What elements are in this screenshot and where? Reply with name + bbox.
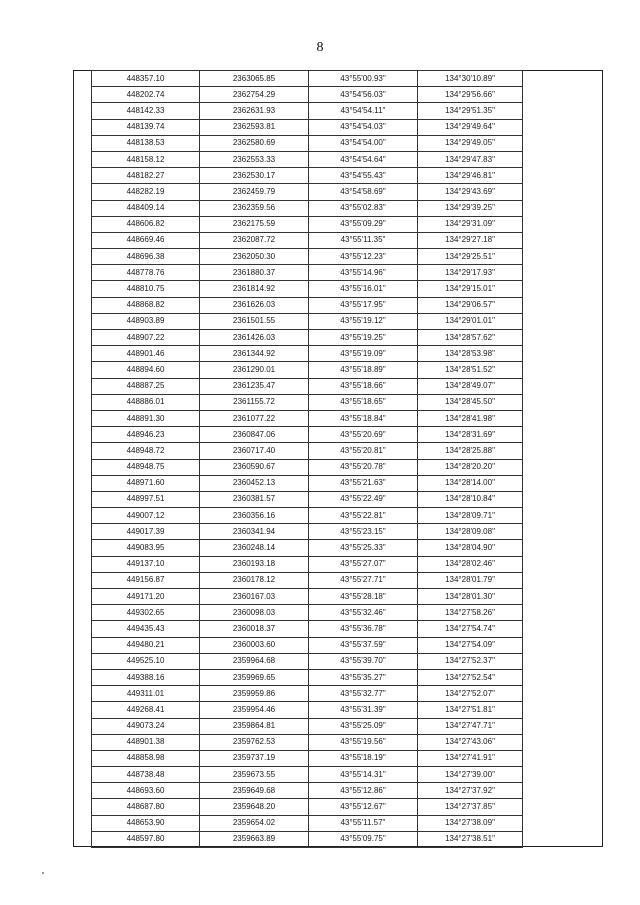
latitude-cell: 43°54'56.03" <box>309 87 418 103</box>
x-coordinate-cell: 448606.82 <box>92 216 200 232</box>
longitude-cell: 134°27'43.06" <box>418 734 523 750</box>
x-coordinate-cell: 448997.51 <box>92 491 200 507</box>
longitude-cell: 134°27'39.00" <box>418 767 523 783</box>
y-coordinate-cell: 2361235.47 <box>200 378 309 394</box>
longitude-cell: 134°29'25.51" <box>418 249 523 265</box>
longitude-cell: 134°28'01.79" <box>418 572 523 588</box>
x-coordinate-cell: 448948.75 <box>92 459 200 475</box>
x-coordinate-cell: 449268.41 <box>92 702 200 718</box>
table-row <box>92 750 523 766</box>
x-coordinate-cell: 448182.27 <box>92 168 200 184</box>
x-coordinate-cell: 449083.95 <box>92 540 200 556</box>
y-coordinate-cell: 2362175.59 <box>200 216 309 232</box>
latitude-cell: 43°55'35.27" <box>309 669 418 685</box>
y-coordinate-cell: 2360167.03 <box>200 589 309 605</box>
table-row <box>92 815 523 831</box>
table-row <box>92 249 523 265</box>
y-coordinate-cell: 2359969.65 <box>200 669 309 685</box>
latitude-cell: 43°55'09.29" <box>309 216 418 232</box>
y-coordinate-cell: 2359959.86 <box>200 686 309 702</box>
table-row <box>92 669 523 685</box>
longitude-cell: 134°29'49.05" <box>418 135 523 151</box>
y-coordinate-cell: 2362593.81 <box>200 119 309 135</box>
y-coordinate-cell: 2359762.53 <box>200 734 309 750</box>
table-row <box>92 281 523 297</box>
latitude-cell: 43°55'12.67" <box>309 799 418 815</box>
table-row <box>92 799 523 815</box>
y-coordinate-cell: 2360717.40 <box>200 443 309 459</box>
table-row <box>92 783 523 799</box>
y-coordinate-cell: 2361077.22 <box>200 410 309 426</box>
longitude-cell: 134°27'52.07" <box>418 686 523 702</box>
longitude-cell: 134°29'15.01" <box>418 281 523 297</box>
latitude-cell: 43°55'39.70" <box>309 653 418 669</box>
latitude-cell: 43°55'32.46" <box>309 605 418 621</box>
scan-artifact <box>42 872 44 874</box>
x-coordinate-cell: 448738.48 <box>92 767 200 783</box>
longitude-cell: 134°28'09.08" <box>418 524 523 540</box>
x-coordinate-cell: 449435.43 <box>92 621 200 637</box>
table-row <box>92 87 523 103</box>
table-row <box>92 119 523 135</box>
table-row <box>92 605 523 621</box>
latitude-cell: 43°55'11.35" <box>309 232 418 248</box>
longitude-cell: 134°28'31.69" <box>418 427 523 443</box>
latitude-cell: 43°55'18.65" <box>309 394 418 410</box>
y-coordinate-cell: 2361344.92 <box>200 346 309 362</box>
y-coordinate-cell: 2361426.03 <box>200 330 309 346</box>
table-row <box>92 184 523 200</box>
y-coordinate-cell: 2362553.33 <box>200 151 309 167</box>
y-coordinate-cell: 2361880.37 <box>200 265 309 281</box>
latitude-cell: 43°55'00.93" <box>309 71 418 87</box>
latitude-cell: 43°55'22.81" <box>309 508 418 524</box>
longitude-cell: 134°29'47.83" <box>418 151 523 167</box>
latitude-cell: 43°55'21.63" <box>309 475 418 491</box>
longitude-cell: 134°27'38.51" <box>418 831 523 847</box>
table-row <box>92 718 523 734</box>
y-coordinate-cell: 2362359.56 <box>200 200 309 216</box>
table-row <box>92 831 523 847</box>
table-row <box>92 459 523 475</box>
table-row <box>92 427 523 443</box>
table-row <box>92 572 523 588</box>
x-coordinate-cell: 448693.60 <box>92 783 200 799</box>
x-coordinate-cell: 448894.60 <box>92 362 200 378</box>
longitude-cell: 134°27'37.85" <box>418 799 523 815</box>
table-row <box>92 200 523 216</box>
y-coordinate-cell: 2360178.12 <box>200 572 309 588</box>
longitude-cell: 134°29'51.35" <box>418 103 523 119</box>
x-coordinate-cell: 448907.22 <box>92 330 200 346</box>
longitude-cell: 134°29'46.81" <box>418 168 523 184</box>
longitude-cell: 134°27'47.71" <box>418 718 523 734</box>
table-row <box>92 637 523 653</box>
y-coordinate-cell: 2360248.14 <box>200 540 309 556</box>
x-coordinate-cell: 448139.74 <box>92 119 200 135</box>
x-coordinate-cell: 449171.20 <box>92 589 200 605</box>
longitude-cell: 134°28'20.20" <box>418 459 523 475</box>
longitude-cell: 134°27'54.74" <box>418 621 523 637</box>
longitude-cell: 134°29'49.64" <box>418 119 523 135</box>
latitude-cell: 43°55'18.84" <box>309 410 418 426</box>
table-row <box>92 330 523 346</box>
x-coordinate-cell: 448597.80 <box>92 831 200 847</box>
latitude-cell: 43°55'09.75" <box>309 831 418 847</box>
longitude-cell: 134°28'10.84" <box>418 491 523 507</box>
table-row <box>92 265 523 281</box>
y-coordinate-cell: 2360452.13 <box>200 475 309 491</box>
y-coordinate-cell: 2362050.30 <box>200 249 309 265</box>
x-coordinate-cell: 448158.12 <box>92 151 200 167</box>
table-row <box>92 394 523 410</box>
table-row <box>92 589 523 605</box>
y-coordinate-cell: 2359663.89 <box>200 831 309 847</box>
x-coordinate-cell: 448948.72 <box>92 443 200 459</box>
longitude-cell: 134°28'57.62" <box>418 330 523 346</box>
y-coordinate-cell: 2362754.29 <box>200 87 309 103</box>
x-coordinate-cell: 449302.65 <box>92 605 200 621</box>
y-coordinate-cell: 2359864.81 <box>200 718 309 734</box>
latitude-cell: 43°55'23.15" <box>309 524 418 540</box>
x-coordinate-cell: 448868.82 <box>92 297 200 313</box>
table-row <box>92 410 523 426</box>
x-coordinate-cell: 448810.75 <box>92 281 200 297</box>
table-row <box>92 297 523 313</box>
table-row <box>92 216 523 232</box>
y-coordinate-cell: 2359737.19 <box>200 750 309 766</box>
latitude-cell: 43°55'20.78" <box>309 459 418 475</box>
x-coordinate-cell: 448409.14 <box>92 200 200 216</box>
latitude-cell: 43°54'54.03" <box>309 119 418 135</box>
x-coordinate-cell: 448778.76 <box>92 265 200 281</box>
y-coordinate-cell: 2361501.55 <box>200 313 309 329</box>
latitude-cell: 43°55'37.59" <box>309 637 418 653</box>
longitude-cell: 134°28'45.50" <box>418 394 523 410</box>
latitude-cell: 43°55'31.39" <box>309 702 418 718</box>
longitude-cell: 134°28'01.30" <box>418 589 523 605</box>
x-coordinate-cell: 448886.01 <box>92 394 200 410</box>
latitude-cell: 43°55'19.56" <box>309 734 418 750</box>
longitude-cell: 134°29'06.57" <box>418 297 523 313</box>
x-coordinate-cell: 448887.25 <box>92 378 200 394</box>
x-coordinate-cell: 448891.30 <box>92 410 200 426</box>
longitude-cell: 134°28'41.98" <box>418 410 523 426</box>
longitude-cell: 134°29'39.25" <box>418 200 523 216</box>
table-row <box>92 767 523 783</box>
y-coordinate-cell: 2359654.02 <box>200 815 309 831</box>
latitude-cell: 43°54'55.43" <box>309 168 418 184</box>
y-coordinate-cell: 2360098.03 <box>200 605 309 621</box>
y-coordinate-cell: 2359964.68 <box>200 653 309 669</box>
longitude-cell: 134°27'52.54" <box>418 669 523 685</box>
latitude-cell: 43°55'19.09" <box>309 346 418 362</box>
x-coordinate-cell: 448282.19 <box>92 184 200 200</box>
table-row <box>92 508 523 524</box>
x-coordinate-cell: 448202.74 <box>92 87 200 103</box>
y-coordinate-cell: 2360847.06 <box>200 427 309 443</box>
x-coordinate-cell: 448858.98 <box>92 750 200 766</box>
table-row <box>92 346 523 362</box>
latitude-cell: 43°54'54.64" <box>309 151 418 167</box>
longitude-cell: 134°29'01.01" <box>418 313 523 329</box>
x-coordinate-cell: 448142.33 <box>92 103 200 119</box>
table-row <box>92 734 523 750</box>
latitude-cell: 43°54'58.69" <box>309 184 418 200</box>
x-coordinate-cell: 448946.23 <box>92 427 200 443</box>
page-number: 8 <box>316 40 324 55</box>
x-coordinate-cell: 448653.90 <box>92 815 200 831</box>
latitude-cell: 43°55'17.95" <box>309 297 418 313</box>
latitude-cell: 43°55'36.78" <box>309 621 418 637</box>
y-coordinate-cell: 2360193.18 <box>200 556 309 572</box>
y-coordinate-cell: 2362087.72 <box>200 232 309 248</box>
table-row <box>92 135 523 151</box>
longitude-cell: 134°27'38.09" <box>418 815 523 831</box>
latitude-cell: 43°55'28.18" <box>309 589 418 605</box>
y-coordinate-cell: 2359673.55 <box>200 767 309 783</box>
y-coordinate-cell: 2360356.16 <box>200 508 309 524</box>
x-coordinate-cell: 448357.10 <box>92 71 200 87</box>
x-coordinate-cell: 449525.10 <box>92 653 200 669</box>
table-row <box>92 168 523 184</box>
y-coordinate-cell: 2360381.57 <box>200 491 309 507</box>
x-coordinate-cell: 448903.89 <box>92 313 200 329</box>
longitude-cell: 134°27'37.92" <box>418 783 523 799</box>
y-coordinate-cell: 2361814.92 <box>200 281 309 297</box>
latitude-cell: 43°55'14.96" <box>309 265 418 281</box>
table-row <box>92 475 523 491</box>
latitude-cell: 43°55'18.89" <box>309 362 418 378</box>
table-row <box>92 524 523 540</box>
latitude-cell: 43°55'19.25" <box>309 330 418 346</box>
x-coordinate-cell: 448901.38 <box>92 734 200 750</box>
longitude-cell: 134°27'52.37" <box>418 653 523 669</box>
x-coordinate-cell: 448696.38 <box>92 249 200 265</box>
y-coordinate-cell: 2360341.94 <box>200 524 309 540</box>
latitude-cell: 43°55'12.23" <box>309 249 418 265</box>
x-coordinate-cell: 449156.87 <box>92 572 200 588</box>
table-row <box>92 378 523 394</box>
latitude-cell: 43°55'25.09" <box>309 718 418 734</box>
x-coordinate-cell: 449007.12 <box>92 508 200 524</box>
longitude-cell: 134°29'56.66" <box>418 87 523 103</box>
longitude-cell: 134°29'17.93" <box>418 265 523 281</box>
latitude-cell: 43°55'18.19" <box>309 750 418 766</box>
table-row <box>92 540 523 556</box>
longitude-cell: 134°29'31.09" <box>418 216 523 232</box>
latitude-cell: 43°55'22.49" <box>309 491 418 507</box>
longitude-cell: 134°27'41.91" <box>418 750 523 766</box>
latitude-cell: 43°55'27.71" <box>309 572 418 588</box>
latitude-cell: 43°55'20.81" <box>309 443 418 459</box>
longitude-cell: 134°30'10.89" <box>418 71 523 87</box>
latitude-cell: 43°55'14.31" <box>309 767 418 783</box>
table-row <box>92 621 523 637</box>
latitude-cell: 43°55'11.57" <box>309 815 418 831</box>
table-row <box>92 71 523 87</box>
x-coordinate-cell: 449388.16 <box>92 669 200 685</box>
coordinates-table-body <box>92 71 523 848</box>
table-row <box>92 686 523 702</box>
latitude-cell: 43°55'20.69" <box>309 427 418 443</box>
longitude-cell: 134°28'14.00" <box>418 475 523 491</box>
longitude-cell: 134°28'53.98" <box>418 346 523 362</box>
latitude-cell: 43°55'25.33" <box>309 540 418 556</box>
x-coordinate-cell: 449137.10 <box>92 556 200 572</box>
latitude-cell: 43°55'32.77" <box>309 686 418 702</box>
x-coordinate-cell: 449480.21 <box>92 637 200 653</box>
y-coordinate-cell: 2360590.67 <box>200 459 309 475</box>
longitude-cell: 134°27'54.09" <box>418 637 523 653</box>
y-coordinate-cell: 2360018.37 <box>200 621 309 637</box>
x-coordinate-cell: 448669.46 <box>92 232 200 248</box>
y-coordinate-cell: 2362631.93 <box>200 103 309 119</box>
table-row <box>92 702 523 718</box>
table-row <box>92 556 523 572</box>
latitude-cell: 43°55'02.83" <box>309 200 418 216</box>
longitude-cell: 134°28'04.90" <box>418 540 523 556</box>
y-coordinate-cell: 2361155.72 <box>200 394 309 410</box>
table-row <box>92 313 523 329</box>
latitude-cell: 43°54'54.11" <box>309 103 418 119</box>
longitude-cell: 134°29'27.18" <box>418 232 523 248</box>
y-coordinate-cell: 2359648.20 <box>200 799 309 815</box>
longitude-cell: 134°28'25.88" <box>418 443 523 459</box>
latitude-cell: 43°55'16.01" <box>309 281 418 297</box>
longitude-cell: 134°28'09.71" <box>418 508 523 524</box>
latitude-cell: 43°55'18.66" <box>309 378 418 394</box>
y-coordinate-cell: 2361626.03 <box>200 297 309 313</box>
longitude-cell: 134°29'43.69" <box>418 184 523 200</box>
table-row <box>92 151 523 167</box>
x-coordinate-cell: 448971.60 <box>92 475 200 491</box>
x-coordinate-cell: 449017.39 <box>92 524 200 540</box>
latitude-cell: 43°55'19.12" <box>309 313 418 329</box>
longitude-cell: 134°27'51.81" <box>418 702 523 718</box>
x-coordinate-cell: 448687.80 <box>92 799 200 815</box>
longitude-cell: 134°28'51.52" <box>418 362 523 378</box>
y-coordinate-cell: 2362580.69 <box>200 135 309 151</box>
longitude-cell: 134°28'49.07" <box>418 378 523 394</box>
x-coordinate-cell: 448901.46 <box>92 346 200 362</box>
longitude-cell: 134°27'58.26" <box>418 605 523 621</box>
x-coordinate-cell: 449073.24 <box>92 718 200 734</box>
coordinates-table <box>91 70 523 848</box>
latitude-cell: 43°55'27.07" <box>309 556 418 572</box>
y-coordinate-cell: 2363065.85 <box>200 71 309 87</box>
x-coordinate-cell: 448138.53 <box>92 135 200 151</box>
y-coordinate-cell: 2361290.01 <box>200 362 309 378</box>
x-coordinate-cell: 449311.01 <box>92 686 200 702</box>
table-row <box>92 362 523 378</box>
table-row <box>92 103 523 119</box>
y-coordinate-cell: 2362459.79 <box>200 184 309 200</box>
y-coordinate-cell: 2360003.60 <box>200 637 309 653</box>
y-coordinate-cell: 2359649.68 <box>200 783 309 799</box>
table-row <box>92 232 523 248</box>
latitude-cell: 43°54'54.00" <box>309 135 418 151</box>
table-row <box>92 491 523 507</box>
table-row <box>92 443 523 459</box>
y-coordinate-cell: 2359954.46 <box>200 702 309 718</box>
latitude-cell: 43°55'12.86" <box>309 783 418 799</box>
y-coordinate-cell: 2362530.17 <box>200 168 309 184</box>
longitude-cell: 134°28'02.46" <box>418 556 523 572</box>
table-row <box>92 653 523 669</box>
